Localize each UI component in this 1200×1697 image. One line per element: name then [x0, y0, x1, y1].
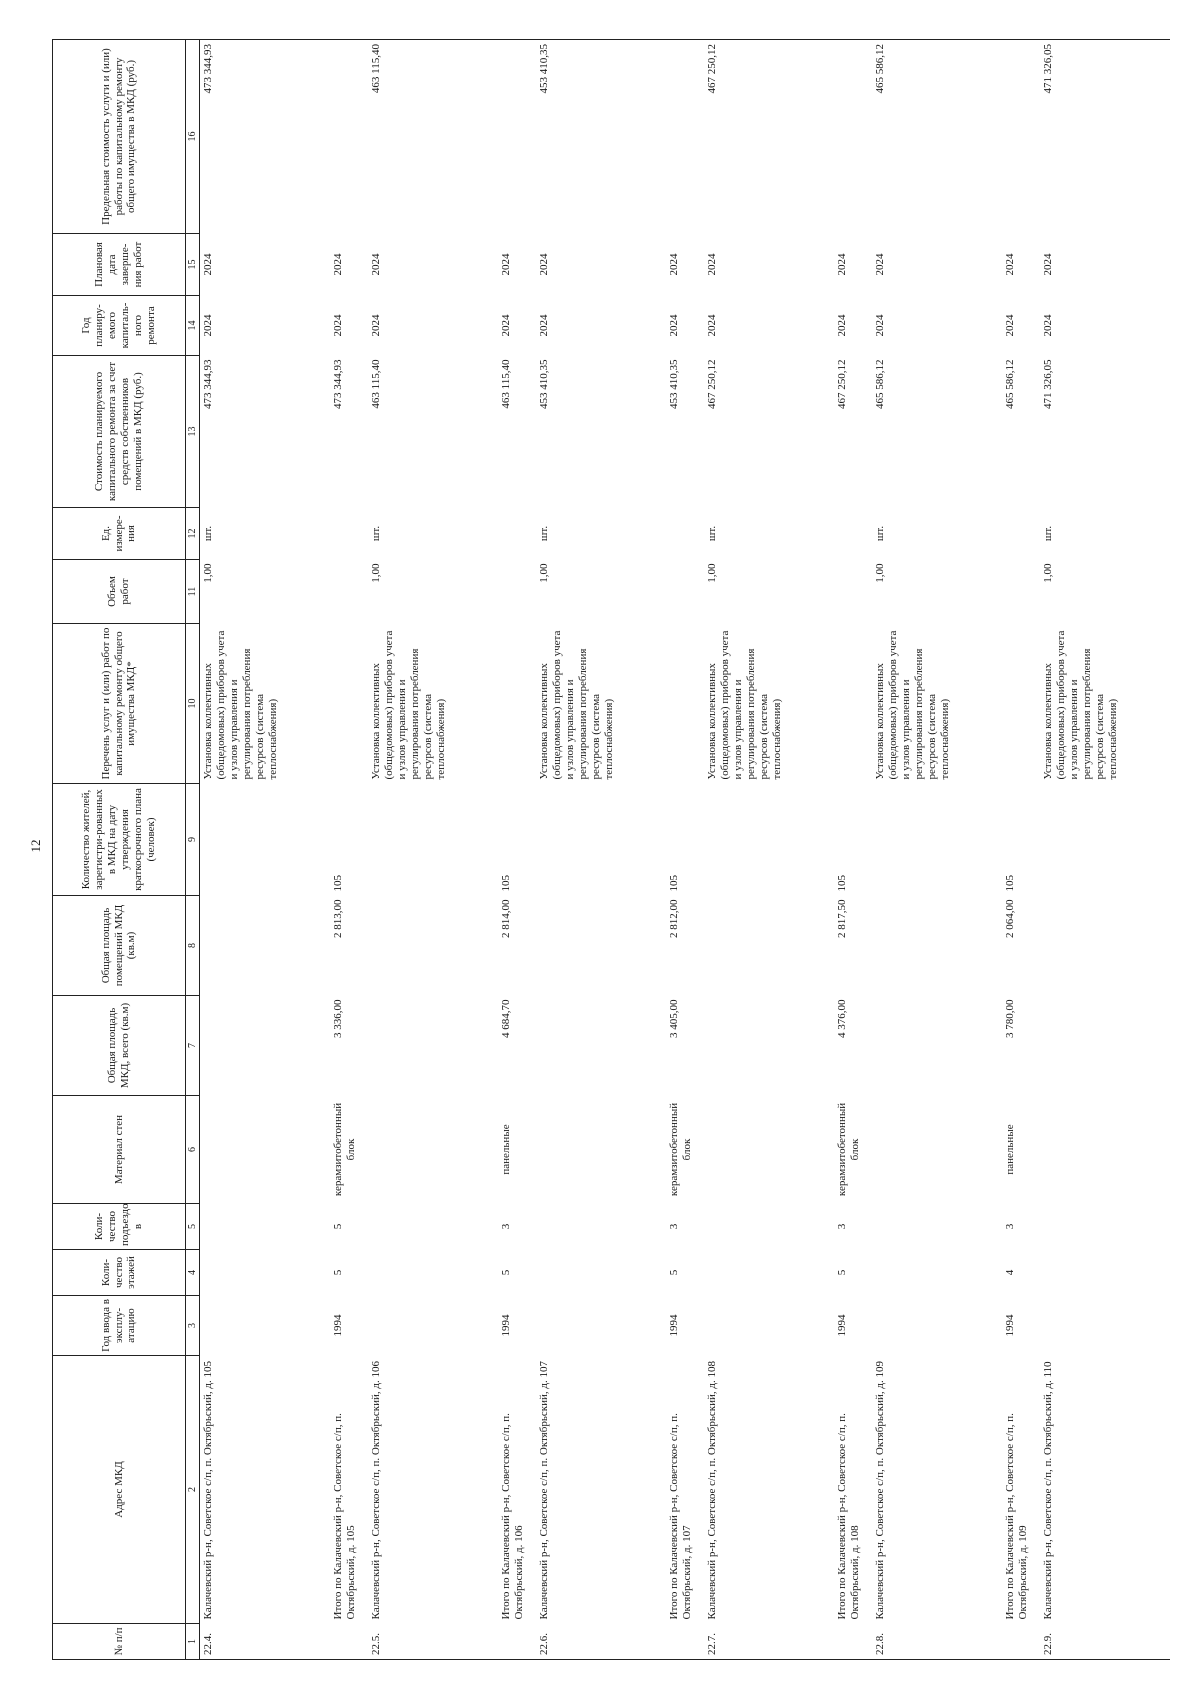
- unit: шт.: [1042, 525, 1054, 542]
- empty-cell: [834, 1624, 872, 1660]
- empty-cell: [330, 1624, 368, 1660]
- empty-cell: [498, 40, 536, 234]
- empty-cell: [1040, 996, 1170, 1096]
- empty-cell: [704, 1250, 834, 1296]
- total-address: Итого по Калачевский р-н, Советское с/п, п. Октябрьский, д. 107: [668, 1413, 693, 1620]
- address: Калачевский р-н, Советское с/п, п. Октябрьский, д. 110: [1042, 1361, 1054, 1620]
- column-header: № п/п: [53, 1624, 186, 1660]
- table-row: [536, 40, 666, 1660]
- completion-date: 2024: [538, 253, 550, 276]
- empty-cell: [834, 40, 872, 234]
- empty-cell: [704, 896, 834, 996]
- table-row: [200, 40, 331, 1660]
- column-header: Коли-чество подъездо в: [53, 1204, 186, 1250]
- header-row: [53, 40, 186, 1660]
- work-volume: 1,00: [706, 563, 718, 583]
- work-description: Установка коллективных (общедомовых) приборов учета и узлов управления и регулирования потребления ресурсов (система теплоснабжения): [706, 630, 783, 780]
- total-area: 4 376,00: [836, 999, 848, 1038]
- entrances: 3: [668, 1223, 680, 1230]
- row-number: 22.5.: [368, 1624, 498, 1660]
- empty-cell: [200, 784, 331, 896]
- column-number: 12: [186, 508, 200, 560]
- column-header: Материал стен: [53, 1096, 186, 1204]
- column-number: 10: [186, 624, 200, 784]
- work-description: Установка коллективных (общедомовых) приборов учета и узлов управления и регулирования потребления ресурсов (система теплоснабжения): [874, 630, 951, 780]
- empty-cell: [834, 560, 872, 624]
- premises-area: 2 064,00: [1004, 899, 1016, 938]
- work-volume: 1,00: [370, 563, 382, 583]
- column-number: 11: [186, 560, 200, 624]
- limit-cost: 453 410,35: [536, 40, 666, 234]
- column-number: 4: [186, 1250, 200, 1296]
- column-header: Ед. измере-ния: [53, 508, 186, 560]
- empty-cell: [200, 896, 331, 996]
- empty-cell: [1040, 1296, 1170, 1356]
- empty-cell: [330, 508, 368, 560]
- empty-cell: [1040, 1204, 1170, 1250]
- empty-cell: [1002, 560, 1040, 624]
- year-built: 1994: [668, 1314, 680, 1337]
- capital-repair-table: [52, 39, 1170, 1660]
- repair-year: 2024: [1004, 314, 1016, 337]
- repair-year: 2024: [332, 314, 344, 337]
- unit: шт.: [370, 525, 382, 542]
- column-header: Предельная стоимость услуги и (или) работы по капитальному ремонту общего имущества в МКД (руб.): [53, 40, 186, 234]
- empty-cell: [872, 784, 1002, 896]
- completion-date: 2024: [370, 253, 382, 276]
- empty-cell: [330, 624, 368, 784]
- cost: 465 586,12: [874, 359, 886, 409]
- column-number: 14: [186, 296, 200, 356]
- empty-cell: [368, 1204, 498, 1250]
- empty-cell: [200, 996, 331, 1096]
- column-header: Год ввода в эксплу-атацию: [53, 1296, 186, 1356]
- entrances: 3: [1004, 1223, 1016, 1230]
- total-cost: 467 250,12: [836, 359, 848, 409]
- floors: 5: [332, 1269, 344, 1276]
- repair-year: 2024: [874, 314, 886, 337]
- work-description: Установка коллективных (общедомовых) приборов учета и узлов управления и регулирования потребления ресурсов (система теплоснабжения): [202, 630, 279, 780]
- empty-cell: [200, 1204, 331, 1250]
- wall-material: керамзитобетонный блок: [668, 1102, 693, 1197]
- work-description: Установка коллективных (общедомовых) приборов учета и узлов управления и регулирования потребления ресурсов (система теплоснабжения): [1042, 630, 1119, 780]
- completion-date: 2024: [332, 253, 344, 276]
- total-area: 4 684,70: [500, 999, 512, 1038]
- empty-cell: [368, 1250, 498, 1296]
- limit-cost: 471 326,05: [1040, 40, 1170, 234]
- column-number: 9: [186, 784, 200, 896]
- empty-cell: [536, 1096, 666, 1204]
- empty-cell: [1040, 896, 1170, 996]
- year-built: 1994: [836, 1314, 848, 1337]
- row-number: 22.6.: [536, 1624, 666, 1660]
- column-header: Объем работ: [53, 560, 186, 624]
- wall-material: панельные: [1004, 1124, 1016, 1175]
- total-cost: 465 586,12: [1004, 359, 1016, 409]
- column-number: 5: [186, 1204, 200, 1250]
- page-number: 12: [28, 839, 43, 853]
- total-address: Итого по Калачевский р-н, Советское с/п, п. Октябрьский, д. 106: [500, 1413, 525, 1620]
- empty-cell: [498, 624, 536, 784]
- address: Калачевский р-н, Советское с/п, п. Октябрьский, д. 105: [202, 1361, 214, 1620]
- column-number: 2: [186, 1356, 200, 1624]
- row-number: 22.4.: [200, 1624, 331, 1660]
- total-area: 3 780,00: [1004, 999, 1016, 1038]
- empty-cell: [704, 784, 834, 896]
- row-number: 22.7.: [704, 1624, 834, 1660]
- empty-cell: [872, 1204, 1002, 1250]
- empty-cell: [368, 896, 498, 996]
- work-volume: 1,00: [874, 563, 886, 583]
- total-address: Итого по Калачевский р-н, Советское с/п, п. Октябрьский, д. 108: [836, 1413, 861, 1620]
- empty-cell: [1002, 40, 1040, 234]
- cost: 463 115,40: [370, 359, 382, 409]
- limit-cost: 467 250,12: [704, 40, 834, 234]
- rotated-page: [52, 40, 1182, 1660]
- repair-year: 2024: [1042, 314, 1054, 337]
- residents: 105: [332, 875, 344, 892]
- empty-cell: [536, 896, 666, 996]
- wall-material: керамзитобетонный блок: [332, 1102, 357, 1197]
- empty-cell: [1002, 624, 1040, 784]
- limit-cost: 473 344,93: [200, 40, 331, 234]
- year-built: 1994: [1004, 1314, 1016, 1337]
- table-body: [200, 40, 1171, 1660]
- total-address: Итого по Калачевский р-н, Советское с/п, п. Октябрьский, д. 109: [1004, 1413, 1029, 1620]
- column-number: 3: [186, 1296, 200, 1356]
- floors: 5: [836, 1269, 848, 1276]
- empty-cell: [872, 1296, 1002, 1356]
- empty-cell: [1040, 1096, 1170, 1204]
- column-header: Общая площадь помещений МКД (кв.м): [53, 896, 186, 996]
- empty-cell: [834, 624, 872, 784]
- empty-cell: [200, 1296, 331, 1356]
- year-built: 1994: [332, 1314, 344, 1337]
- column-header: Адрес МКД: [53, 1356, 186, 1624]
- table-row: [704, 40, 834, 1660]
- column-number: 1: [186, 1624, 200, 1660]
- total-cost: 463 115,40: [500, 359, 512, 409]
- row-number: 22.8.: [872, 1624, 1002, 1660]
- completion-date: 2024: [500, 253, 512, 276]
- column-header: Количество жителей, зарегистри-рованных в МКД на дату утверждения краткосрочного плана (человек): [53, 784, 186, 896]
- column-number: 15: [186, 234, 200, 296]
- empty-cell: [666, 1624, 704, 1660]
- completion-date: 2024: [1042, 253, 1054, 276]
- floors: 4: [1004, 1269, 1016, 1276]
- completion-date: 2024: [668, 253, 680, 276]
- empty-cell: [368, 784, 498, 896]
- table-row: [1040, 40, 1170, 1660]
- work-volume: 1,00: [1042, 563, 1054, 583]
- column-number-row: [186, 40, 200, 1660]
- entrances: 3: [836, 1223, 848, 1230]
- unit: шт.: [202, 525, 214, 542]
- empty-cell: [666, 624, 704, 784]
- empty-cell: [536, 996, 666, 1096]
- empty-cell: [704, 1096, 834, 1204]
- empty-cell: [704, 1204, 834, 1250]
- year-built: 1994: [500, 1314, 512, 1337]
- completion-date: 2024: [1004, 253, 1016, 276]
- premises-area: 2 814,00: [500, 899, 512, 938]
- empty-cell: [498, 508, 536, 560]
- empty-cell: [536, 1204, 666, 1250]
- cost: 471 326,05: [1042, 359, 1054, 409]
- empty-cell: [368, 1296, 498, 1356]
- work-volume: 1,00: [538, 563, 550, 583]
- empty-cell: [872, 896, 1002, 996]
- completion-date: 2024: [874, 253, 886, 276]
- total-address: Итого по Калачевский р-н, Советское с/п, п. Октябрьский, д. 105: [332, 1413, 357, 1620]
- entrances: 3: [500, 1223, 512, 1230]
- repair-year: 2024: [500, 314, 512, 337]
- column-header: Перечень услуг и (или) работ по капитальному ремонту общего имущества МКД*: [53, 624, 186, 784]
- total-row: [330, 40, 368, 1660]
- residents: 105: [500, 875, 512, 892]
- empty-cell: [368, 1096, 498, 1204]
- total-cost: 453 410,35: [668, 359, 680, 409]
- work-volume: 1,00: [202, 563, 214, 583]
- empty-cell: [536, 1296, 666, 1356]
- unit: шт.: [538, 525, 550, 542]
- residents: 105: [1004, 875, 1016, 892]
- residents: 105: [836, 875, 848, 892]
- column-header: Год планиру-емого капиталь-ного ремонта: [53, 296, 186, 356]
- empty-cell: [536, 784, 666, 896]
- address: Калачевский р-н, Советское с/п, п. Октябрьский, д. 107: [538, 1361, 550, 1620]
- floors: 5: [500, 1269, 512, 1276]
- repair-year: 2024: [538, 314, 550, 337]
- completion-date: 2024: [706, 253, 718, 276]
- empty-cell: [666, 508, 704, 560]
- work-description: Установка коллективных (общедомовых) приборов учета и узлов управления и регулирования потребления ресурсов (система теплоснабжения): [538, 630, 615, 780]
- wall-material: панельные: [500, 1124, 512, 1175]
- empty-cell: [666, 40, 704, 234]
- column-number: 6: [186, 1096, 200, 1204]
- address: Калачевский р-н, Советское с/п, п. Октябрьский, д. 106: [370, 1361, 382, 1620]
- premises-area: 2 813,00: [332, 899, 344, 938]
- floors: 5: [668, 1269, 680, 1276]
- completion-date: 2024: [836, 253, 848, 276]
- column-header: Коли-чество этажей: [53, 1250, 186, 1296]
- total-area: 3 405,00: [668, 999, 680, 1038]
- unit: шт.: [706, 525, 718, 542]
- wall-material: керамзитобетонный блок: [836, 1102, 861, 1197]
- column-number: 13: [186, 356, 200, 508]
- empty-cell: [704, 1296, 834, 1356]
- empty-cell: [330, 40, 368, 234]
- table-row: [872, 40, 1002, 1660]
- total-cost: 473 344,93: [332, 359, 344, 409]
- empty-cell: [834, 508, 872, 560]
- premises-area: 2 812,00: [668, 899, 680, 938]
- repair-year: 2024: [668, 314, 680, 337]
- unit: шт.: [874, 525, 886, 542]
- empty-cell: [704, 996, 834, 1096]
- residents: 105: [668, 875, 680, 892]
- empty-cell: [1002, 508, 1040, 560]
- empty-cell: [872, 1250, 1002, 1296]
- empty-cell: [1040, 1250, 1170, 1296]
- limit-cost: 463 115,40: [368, 40, 498, 234]
- empty-cell: [1040, 784, 1170, 896]
- empty-cell: [368, 996, 498, 1096]
- empty-cell: [330, 560, 368, 624]
- cost: 467 250,12: [706, 359, 718, 409]
- cost: 473 344,93: [202, 359, 214, 409]
- entrances: 5: [332, 1223, 344, 1230]
- total-row: [498, 40, 536, 1660]
- repair-year: 2024: [706, 314, 718, 337]
- empty-cell: [498, 560, 536, 624]
- total-area: 3 336,00: [332, 999, 344, 1038]
- repair-year: 2024: [202, 314, 214, 337]
- address: Калачевский р-н, Советское с/п, п. Октябрьский, д. 109: [874, 1361, 886, 1620]
- empty-cell: [200, 1250, 331, 1296]
- total-row: [666, 40, 704, 1660]
- repair-year: 2024: [836, 314, 848, 337]
- column-header: Стоимость планируемого капитального ремонта за счет средств собственников помещений в МКД (руб.): [53, 356, 186, 508]
- empty-cell: [536, 1250, 666, 1296]
- completion-date: 2024: [202, 253, 214, 276]
- total-row: [834, 40, 872, 1660]
- empty-cell: [872, 1096, 1002, 1204]
- total-row: [1002, 40, 1040, 1660]
- limit-cost: 465 586,12: [872, 40, 1002, 234]
- column-header: Плановая дата заверше-ния работ: [53, 234, 186, 296]
- column-number: 8: [186, 896, 200, 996]
- empty-cell: [498, 1624, 536, 1660]
- premises-area: 2 817,50: [836, 899, 848, 938]
- empty-cell: [872, 996, 1002, 1096]
- table-row: [368, 40, 498, 1660]
- column-number: 7: [186, 996, 200, 1096]
- address: Калачевский р-н, Советское с/п, п. Октябрьский, д. 108: [706, 1361, 718, 1620]
- work-description: Установка коллективных (общедомовых) приборов учета и узлов управления и регулирования потребления ресурсов (система теплоснабжения): [370, 630, 447, 780]
- column-header: Общая площадь МКД, всего (кв.м): [53, 996, 186, 1096]
- row-number: 22.9.: [1040, 1624, 1170, 1660]
- cost: 453 410,35: [538, 359, 550, 409]
- empty-cell: [200, 1096, 331, 1204]
- column-number: 16: [186, 40, 200, 234]
- empty-cell: [1002, 1624, 1040, 1660]
- empty-cell: [666, 560, 704, 624]
- repair-year: 2024: [370, 314, 382, 337]
